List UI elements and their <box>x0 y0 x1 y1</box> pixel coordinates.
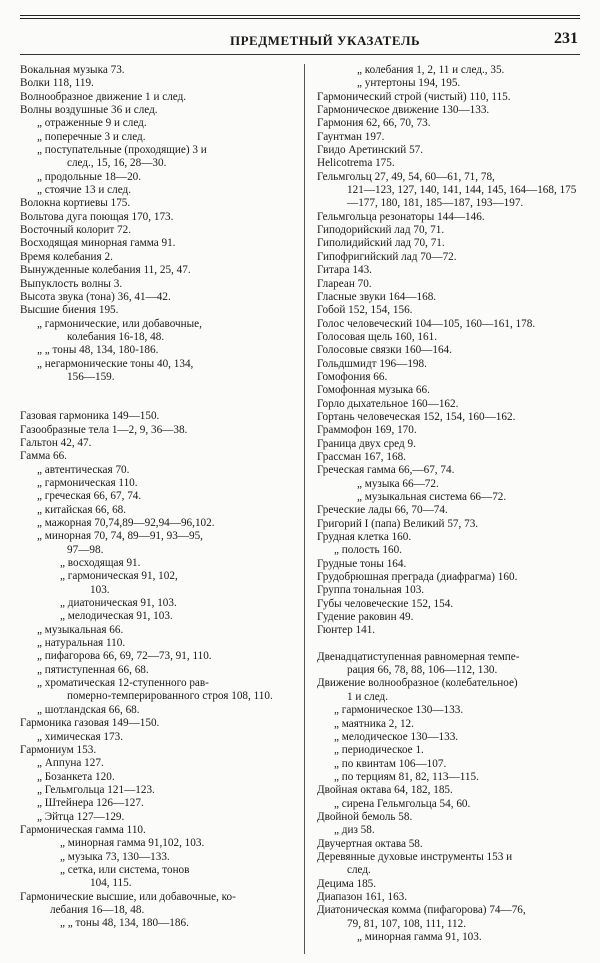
index-entry-text: Гомофония 66. <box>317 370 388 383</box>
index-entry-text: Губы человеческие 152, 154. <box>317 597 454 610</box>
index-entry-text: Децима 185. <box>317 877 377 890</box>
index-entry-text: „ отраженные 9 и след. <box>37 117 147 130</box>
index-entry-text: Граница двух сред 9. <box>317 437 416 450</box>
index-entry-continuation: померно-темперированного строя 108, 110. <box>67 690 273 703</box>
index-entry <box>317 438 585 451</box>
index-entry-text: Вынужденные колебания 11, 25, 47. <box>20 264 191 277</box>
index-entry-continuation: колебания 16-18, 48. <box>67 330 165 343</box>
index-entry <box>20 517 298 530</box>
index-entry-text: Группа тональная 103. <box>317 584 425 597</box>
index-entry <box>20 464 298 477</box>
index-entry <box>20 251 298 264</box>
index-entry <box>317 77 585 90</box>
index-entry <box>317 144 585 157</box>
index-entry-text: „ мелодическое 130—133. <box>334 730 459 743</box>
index-entry-text: Гармоника газовая 149—150. <box>20 717 160 730</box>
index-entry <box>20 410 298 423</box>
index-entry-continuation: 1 и след. <box>347 690 389 703</box>
index-entry <box>20 597 298 610</box>
index-entry-text: Гюнтер 141. <box>317 624 376 637</box>
index-entry-text: „ греческая 66, 67, 74. <box>37 490 142 503</box>
index-entry-text: Волки 118, 119. <box>20 77 94 90</box>
index-entry-text: Гармония 62, 66, 70, 73. <box>317 117 431 130</box>
index-entry-text: „ натуральная 110. <box>37 637 126 650</box>
index-entry-text: Восходящая минорная гамма 91. <box>20 237 176 250</box>
index-entry <box>20 637 298 650</box>
index-entry-text: „ гармоническая 91, 102, <box>60 570 178 583</box>
index-entry-continuation: лебания 16—18, 48. <box>50 903 145 916</box>
index-entry <box>20 171 298 184</box>
index-entry <box>20 437 298 450</box>
index-entry <box>317 624 585 637</box>
index-entry-text: Грассман 167, 168. <box>317 450 406 463</box>
index-entry <box>317 598 585 611</box>
index-entry <box>20 864 298 891</box>
index-entry-text: Двойной бемоль 58. <box>317 810 413 823</box>
index-entry-text: „ колебания 1, 2, 11 и след., 35. <box>357 64 505 76</box>
index-entry-text: „ поступательные (проходящие) 3 и <box>37 144 207 157</box>
index-entry-text: Гласные звуки 164—168. <box>317 290 437 303</box>
index-entry-text: „ музыка 73, 130—133. <box>60 850 170 863</box>
index-entry <box>20 144 298 171</box>
index-entry <box>20 784 298 797</box>
index-entry <box>20 344 298 357</box>
index-entry <box>20 891 298 918</box>
index-entry-text: „ по терциям 81, 82, 113—115. <box>334 770 479 783</box>
index-entry <box>20 704 298 717</box>
index-entry-text: „ мелодическая 91, 103. <box>60 610 173 623</box>
index-entry-continuation: след., 15, 16, 28—30. <box>67 157 167 170</box>
index-entry-text: „ минорная 70, 74, 89—91, 93—95, <box>37 530 203 543</box>
index-entry-text: „ маятника 2, 12. <box>334 717 414 730</box>
index-entry <box>20 184 298 197</box>
index-entry <box>20 424 298 437</box>
index-entry-text: Гармоническая гамма 110. <box>20 823 146 836</box>
index-entry-text: Горло дыхательное 160—162. <box>317 397 459 410</box>
index-entry-text: „ минорная гамма 91, 103. <box>357 931 482 943</box>
index-entry <box>317 838 585 851</box>
index-entry-text: Восточный колорит 72. <box>20 224 131 237</box>
index-entry-text: Двенадцатиступенная равномерная темпе- <box>317 650 520 663</box>
index-entry-text: Греческие лады 66, 70—74. <box>317 504 448 517</box>
index-entry <box>317 384 585 397</box>
index-entry <box>317 237 585 250</box>
index-entry-text: Гиподорийский лад 70, 71. <box>317 224 445 237</box>
index-entry <box>20 811 298 824</box>
index-entry-text: Голос человеческий 104—105, 160—161, 178. <box>317 317 536 330</box>
index-entry <box>20 771 298 784</box>
index-entry-continuation: 97—98. <box>67 543 104 556</box>
index-entry <box>20 717 298 730</box>
index-entry-text: „ гармонические, или добавочные, <box>37 317 202 330</box>
index-entry <box>20 490 298 503</box>
index-entry <box>317 478 585 491</box>
index-entry-text: „ „ тоны 48, 134, 180-186. <box>37 344 159 357</box>
index-entry-continuation: рация 66, 78, 88, 106—112, 130. <box>347 664 498 677</box>
index-entry-text: „ пифагорова 66, 69, 72—73, 91, 110. <box>37 650 212 663</box>
index-entry-text: Деревянные духовые инструменты 153 и <box>317 850 513 863</box>
index-entry <box>20 131 298 144</box>
running-head: ПРЕДМЕТНЫЙ УКАЗАТЕЛЬ <box>230 33 421 48</box>
index-entry <box>317 371 585 384</box>
index-entry <box>20 211 298 224</box>
index-entry-continuation: 103. <box>90 583 110 596</box>
index-entry <box>317 851 585 878</box>
right-index-column <box>317 64 585 944</box>
index-entry-text: Гитара 143. <box>317 264 372 277</box>
index-entry <box>317 424 585 437</box>
index-entry-text: „ шотландская 66, 68. <box>37 703 140 716</box>
index-entry-text: „ „ тоны 48, 134, 180—186. <box>60 917 189 930</box>
index-entry-text: Helicotrema 175. <box>317 157 395 170</box>
index-entry-text: Голосовые связки 160—164. <box>317 344 452 357</box>
index-entry-text: Гипофригийский лад 70—72. <box>317 250 457 263</box>
index-entry-continuation: 156—159. <box>67 370 115 383</box>
index-entry <box>317 211 585 224</box>
index-entry <box>317 264 585 277</box>
index-entry-text: „ сирена Гельмгольца 54, 60. <box>334 797 471 810</box>
index-entry-text: „ мажорная 70,74,89—92,94—96,102. <box>37 517 215 529</box>
index-entry <box>317 331 585 344</box>
index-entry-text: Голосовая щель 160, 161. <box>317 330 438 343</box>
index-entry-text: „ музыкальная система 66—72. <box>357 491 507 503</box>
index-entry <box>20 224 298 237</box>
index-entry <box>20 824 298 837</box>
index-entry <box>317 571 585 584</box>
index-entry-text: Волнообразное движение 1 и след. <box>20 90 187 103</box>
index-entry-text: „ негармонические тоны 40, 134, <box>37 357 194 370</box>
index-entry <box>20 91 298 104</box>
index-entry-text: „ минорная гамма 91,102, 103. <box>60 837 205 850</box>
index-entry-text: „ поперечные 3 и след. <box>37 130 146 143</box>
index-entry <box>317 291 585 304</box>
index-entry <box>317 451 585 464</box>
index-entry <box>20 64 298 77</box>
index-entry <box>317 704 585 717</box>
index-entry <box>317 558 585 571</box>
header-rule <box>20 54 580 55</box>
index-entry-text: Диатоническая комма (пифагорова) 74—76, <box>317 904 526 917</box>
index-entry-text: Газообразные тела 1—2, 9, 36—38. <box>20 423 188 436</box>
index-entry <box>317 64 585 77</box>
index-entry-text: Время колебания 2. <box>20 250 113 263</box>
index-entry <box>20 77 298 90</box>
index-entry-text: „ Бозанкета 120. <box>37 770 115 783</box>
index-entry-text: „ хроматическая 12-ступенного рав- <box>37 677 209 690</box>
index-entry-text: „ продольные 18—20. <box>37 170 142 183</box>
index-entry-text: „ сетка, или система, тонов <box>60 863 190 876</box>
index-entry-continuation: след. <box>347 864 371 877</box>
column-divider <box>304 64 305 954</box>
index-entry <box>20 237 298 250</box>
index-entry <box>20 504 298 517</box>
index-entry-text: Высота звука (тона) 36, 41—42. <box>20 290 171 303</box>
index-entry <box>317 278 585 291</box>
index-entry-text: Волны воздушные 36 и след. <box>20 104 158 117</box>
index-entry-text: Гольдшмидт 196—198. <box>317 357 427 370</box>
index-entry <box>20 304 298 317</box>
index-entry-text: Гобой 152, 154, 156. <box>317 304 413 317</box>
index-entry <box>317 531 585 544</box>
index-entry <box>20 278 298 291</box>
index-entry-text: Волокна кортиевы 175. <box>20 197 131 210</box>
letter-section-gap <box>317 638 585 651</box>
top-double-rule <box>20 15 580 19</box>
index-entry-text: „ унтертоны 194, 195. <box>357 77 461 90</box>
index-entry-text: „ полость 160. <box>334 544 402 557</box>
index-entry <box>20 104 298 117</box>
index-entry <box>317 304 585 317</box>
index-entry-text: Грудные тоны 164. <box>317 557 407 570</box>
index-entry <box>20 757 298 770</box>
index-entry <box>20 917 298 930</box>
index-entry-text: „ химическая 173. <box>37 730 123 743</box>
index-entry <box>317 518 585 531</box>
index-entry <box>317 771 585 784</box>
index-entry-text: Гортань человеческая 152, 154, 160—162. <box>317 410 516 423</box>
index-entry-text: Грудобрюшная преграда (диафрагма) 160. <box>317 571 518 584</box>
index-entry-text: Двойная октава 64, 182, 185. <box>317 784 453 797</box>
index-entry-text: „ стоячие 13 и след. <box>37 184 131 197</box>
index-entry <box>317 878 585 891</box>
index-entry-text: „ Штейнера 126—127. <box>37 797 144 810</box>
index-entry <box>317 718 585 731</box>
index-entry <box>20 731 298 744</box>
index-entry <box>317 358 585 371</box>
index-entry-text: Григорий I (папа) Великий 57, 73. <box>317 517 479 530</box>
index-entry <box>20 450 298 463</box>
index-entry-text: Гармоническое движение 130—133. <box>317 104 490 117</box>
index-entry <box>317 117 585 130</box>
index-entry-continuation: 104, 115. <box>90 877 132 890</box>
index-entry-text: „ гармоническое 130—133. <box>334 704 464 717</box>
index-entry <box>317 398 585 411</box>
index-entry <box>20 477 298 490</box>
left-index-column <box>20 64 298 931</box>
index-entry-text: Гармониум 153. <box>20 743 97 756</box>
index-entry <box>20 797 298 810</box>
index-entry-text: Гаунтман 197. <box>317 130 385 143</box>
index-entry-text: „ диатоническая 91, 103. <box>60 597 177 610</box>
index-entry <box>317 731 585 744</box>
index-entry <box>20 610 298 623</box>
index-entry-text: „ диз 58. <box>334 824 375 837</box>
index-entry <box>317 824 585 837</box>
index-entry <box>20 570 298 597</box>
index-entry <box>20 837 298 850</box>
index-entry-text: Диапазон 161, 163. <box>317 890 408 903</box>
index-entry <box>317 744 585 757</box>
index-entry-text: „ пятиступенная 66, 68. <box>37 663 149 676</box>
index-entry <box>317 464 585 477</box>
index-entry <box>20 530 298 557</box>
index-entry <box>20 557 298 570</box>
index-entry-text: Гармонические высшие, или добавочные, ко- <box>20 890 236 903</box>
index-entry-text: Гудение раковин 49. <box>317 611 414 624</box>
index-entry-text: „ музыкальная 66. <box>37 623 124 636</box>
index-entry <box>317 251 585 264</box>
index-entry <box>20 851 298 864</box>
index-entry <box>20 677 298 704</box>
index-entry <box>317 611 585 624</box>
index-entry <box>317 891 585 904</box>
index-entry-text: Греческая гамма 66,—67, 74. <box>317 464 455 477</box>
index-entry <box>317 491 585 504</box>
index-entry-text: „ китайская 66, 68. <box>37 503 127 516</box>
index-entry <box>20 624 298 637</box>
index-entry-continuation: 79, 81, 107, 108, 111, 112. <box>347 917 467 930</box>
index-entry-text: Вокальная музыка 73. <box>20 64 125 76</box>
index-entry <box>317 811 585 824</box>
index-entry <box>317 171 585 211</box>
index-entry <box>317 91 585 104</box>
index-entry-text: „ автентическая 70. <box>37 463 130 476</box>
index-entry-text: Граммофон 169, 170. <box>317 424 417 437</box>
index-entry-text: „ Гельмгольца 121—123. <box>37 783 155 796</box>
index-entry-text: „ Эйтца 127—129. <box>37 810 125 823</box>
index-entry-continuation: 121—123, 127, 140, 141, 144, 145, 164—168, 175—177, 180, 181, 185—187, 193—197. <box>347 184 577 210</box>
index-entry <box>317 758 585 771</box>
index-entry-text: „ гармоническая 110. <box>37 476 138 489</box>
index-entry-text: Движение волнообразное (колебательное) <box>317 677 518 690</box>
page-number: 231 <box>554 30 578 47</box>
index-entry-text: Гальтон 42, 47. <box>20 436 92 449</box>
index-entry-text: „ Аппуна 127. <box>37 757 104 770</box>
index-entry <box>317 344 585 357</box>
index-entry <box>317 504 585 517</box>
index-entry <box>20 197 298 210</box>
index-entry-text: Глареан 70. <box>317 277 372 290</box>
index-entry-text: Гельмгольц 27, 49, 54, 60—61, 71, 78, <box>317 170 495 183</box>
index-entry <box>317 904 585 931</box>
index-entry <box>317 677 585 704</box>
index-entry <box>20 318 298 345</box>
index-entry <box>317 651 585 678</box>
index-entry-text: Газовая гармоника 149—150. <box>20 410 160 423</box>
index-entry-text: Выпуклость волны 3. <box>20 277 123 290</box>
index-entry <box>317 544 585 557</box>
index-entry <box>317 104 585 117</box>
index-entry-text: Гармонический строй (чистый) 110, 115. <box>317 90 511 103</box>
index-entry <box>317 584 585 597</box>
index-entry <box>317 318 585 331</box>
index-entry <box>20 264 298 277</box>
index-entry-text: „ по квинтам 106—107. <box>334 757 447 770</box>
index-entry <box>317 131 585 144</box>
index-entry <box>317 784 585 797</box>
index-entry <box>20 117 298 130</box>
index-entry <box>317 798 585 811</box>
index-entry-text: Гомофонная музыка 66. <box>317 384 430 397</box>
index-entry <box>317 411 585 424</box>
index-entry <box>20 358 298 385</box>
index-entry-text: Высшие биения 195. <box>20 304 119 317</box>
index-entry-text: Гельмгольца резонаторы 144—146. <box>317 210 485 223</box>
index-entry-text: Двучертная октава 58. <box>317 837 423 850</box>
index-entry-text: „ периодическое 1. <box>334 744 424 757</box>
index-entry <box>317 224 585 237</box>
index-entry-text: Грудная клетка 160. <box>317 531 412 544</box>
index-entry <box>20 291 298 304</box>
index-entry-text: „ восходящая 91. <box>60 557 141 570</box>
index-entry-text: Гвидо Аретинский 57. <box>317 144 424 157</box>
index-entry <box>20 744 298 757</box>
index-entry <box>20 664 298 677</box>
letter-section-gap <box>20 384 298 410</box>
index-entry-text: Гиполидийский лад 70, 71. <box>317 237 445 250</box>
index-entry-text: „ музыка 66—72. <box>357 477 439 490</box>
index-entry-text: Вольтова дуга поющая 170, 173. <box>20 210 174 223</box>
index-entry-text: Гамма 66. <box>20 450 67 463</box>
index-entry <box>317 157 585 170</box>
index-entry <box>20 650 298 663</box>
index-entry <box>317 931 585 944</box>
